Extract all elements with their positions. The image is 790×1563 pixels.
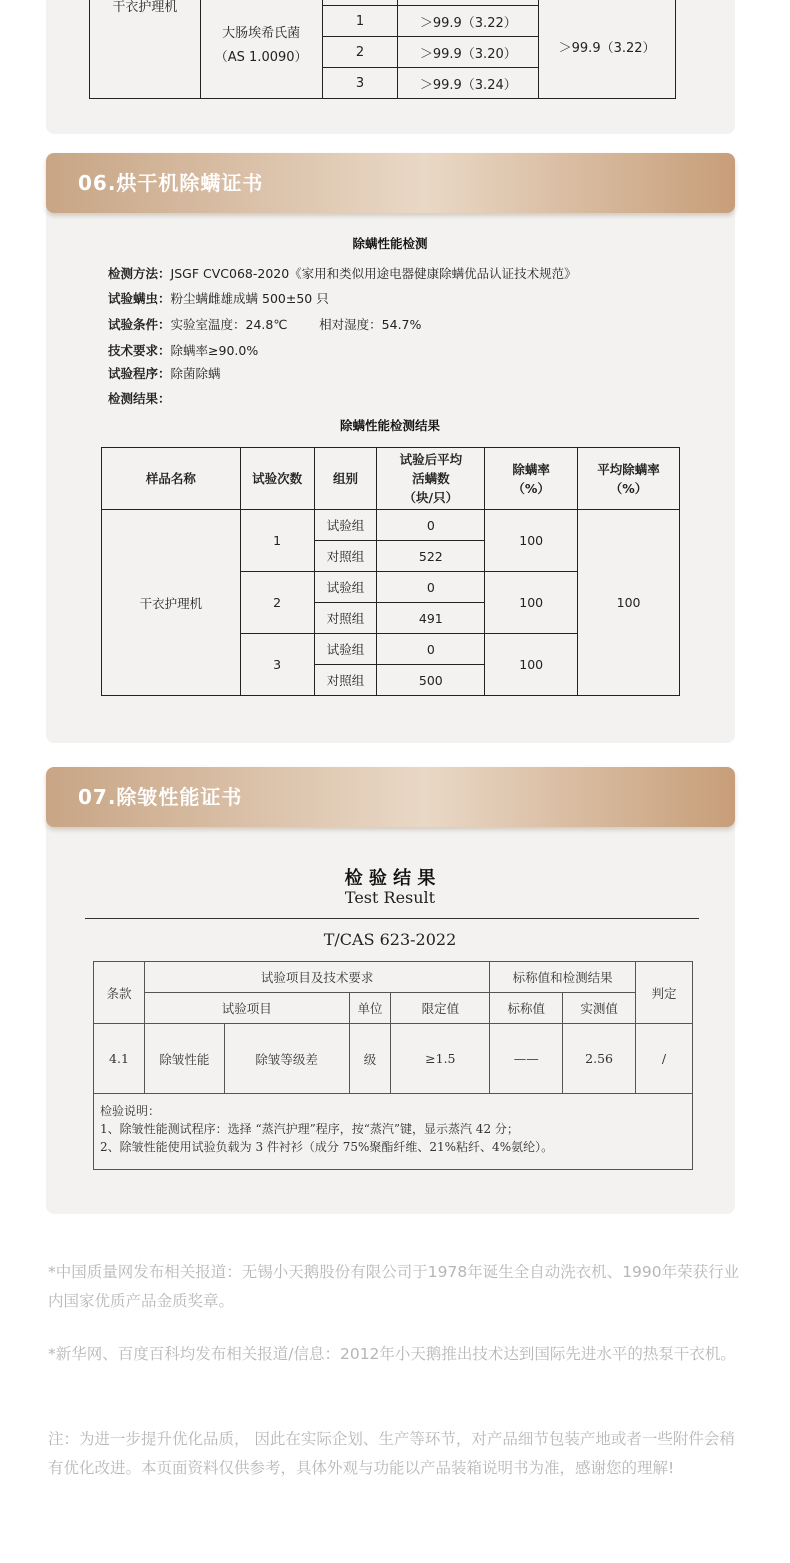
trial-number: 1	[322, 6, 398, 37]
title-divider	[85, 918, 699, 919]
live-count: 522	[377, 541, 485, 572]
live-count: 500	[377, 665, 485, 696]
standard-code: T/CAS 623-2022	[323, 930, 457, 949]
trial-number: 2	[322, 37, 398, 68]
doc-line-mites: 试验螨虫：粉尘螨雌雄成螨 500±50 只	[108, 291, 329, 306]
header-clause: 条款	[94, 962, 145, 1024]
section6-title: 06.烘干机除螨证书	[78, 171, 264, 195]
trial-rate: ＞99.9（3.24）	[398, 68, 539, 99]
doc-line-method: 检测方法：JSGF CVC068-2020《家用和类似用途电器健康除螨优品认证技术规范》	[108, 266, 577, 281]
footnote-quality-net: *中国质量网发布相关报道：无锡小天鹅股份有限公司于1978年诞生全自动洗衣机、1990年荣获行业内国家优质产品金质奖章。	[48, 1263, 740, 1310]
header-removal-rate: 除螨率 （%）	[485, 448, 578, 510]
trial-rate: ＞99.9（3.20）	[398, 37, 539, 68]
header-limit: 限定值	[391, 993, 490, 1024]
doc-line-conditions: 试验条件：实验室温度：24.8℃ 相对湿度：54.7%	[108, 317, 422, 332]
trial-rate: ＞99.9（3.22）	[398, 6, 539, 37]
test-notes: 检验说明： 1、除皱性能测试程序：选择 “蒸汽护理”程序，按“蒸汽”键，显示蒸汽 42 分； 2、除皱性能使用试验负载为 3 件衬衫（成分 75%聚酯纤维、21%粘纤、4%氨纶）。	[94, 1094, 693, 1170]
measured-value: 2.56	[563, 1024, 636, 1094]
nominal-value: ——	[490, 1024, 563, 1094]
doc-line-program: 试验程序：除菌除螨	[108, 366, 221, 381]
header-live-mites: 试验后平均 活螨数 （块/只）	[377, 448, 485, 510]
test-result-subtitle: Test Result	[344, 888, 436, 907]
item-main: 除皱性能	[144, 1024, 224, 1094]
header-nominal-results: 标称值和检测结果	[490, 962, 636, 993]
group-label: 对照组	[314, 541, 377, 572]
live-count: 0	[377, 634, 485, 665]
section6-banner	[46, 153, 735, 213]
live-count: 0	[377, 510, 485, 541]
section5-result-table	[89, 0, 676, 99]
section7-title: 07.除皱性能证书	[78, 785, 243, 809]
header-avg-rate: 平均除螨率 （%）	[578, 448, 680, 510]
limit-value: ≥1.5	[391, 1024, 490, 1094]
clause-value: 4.1	[94, 1024, 145, 1094]
group-label: 对照组	[314, 665, 377, 696]
sample-name: 干衣护理机	[102, 510, 241, 696]
wrinkle-result-table	[93, 961, 693, 1170]
group-label: 试验组	[314, 572, 377, 603]
bacteria-cell: 大肠埃希氏菌 （AS 1.0090）	[200, 0, 322, 99]
item-sub: 除皱等级差	[224, 1024, 349, 1094]
header-sample: 样品名称	[102, 448, 241, 510]
mite-doc-title: 除螨性能检测	[352, 236, 428, 251]
section7-banner	[46, 767, 735, 827]
header-nominal: 标称值	[490, 993, 563, 1024]
live-count: 491	[377, 603, 485, 634]
avg-rate-cell: ＞99.9（3.22）	[539, 0, 676, 99]
mite-table-title: 除螨性能检测结果	[339, 418, 440, 433]
group-label: 对照组	[314, 603, 377, 634]
live-count: 0	[377, 572, 485, 603]
sample-name-cell: 干衣护理机	[90, 0, 201, 99]
removal-rate: 100	[485, 510, 578, 572]
header-items-requirements: 试验项目及技术要求	[144, 962, 489, 993]
header-item: 试验项目	[144, 993, 349, 1024]
unit-value: 级	[349, 1024, 391, 1094]
removal-rate: 100	[485, 634, 578, 696]
group-label: 试验组	[314, 634, 377, 665]
group-label: 试验组	[314, 510, 377, 541]
header-judgement: 判定	[636, 962, 693, 1024]
trial-number: 3	[240, 634, 314, 696]
footnote-disclaimer: 注：为进一步提升优化品质， 因此在实际企划、生产等环节，对产品细节包装产地或者一些附件会稍有优化改进。本页面资料仅供参考，具体外观与功能以产品装箱说明书为准，感谢您的理解!	[48, 1430, 735, 1477]
header-unit: 单位	[349, 993, 391, 1024]
trial-number: 3	[322, 68, 398, 99]
test-result-title: 检 验 结 果	[344, 868, 436, 889]
header-group: 组别	[314, 448, 377, 510]
trial-number: 2	[240, 572, 314, 634]
footnote-xinhua: *新华网、百度百科均发布相关报道/信息：2012年小天鹅推出技术达到国际先进水平的热泵干衣机。	[48, 1345, 736, 1363]
header-trial: 试验次数	[240, 448, 314, 510]
mite-result-table	[101, 447, 680, 696]
doc-line-requirement: 技术要求：除螨率≥90.0%	[108, 343, 259, 358]
doc-line-results: 检测结果：	[108, 391, 171, 406]
trial-number: 1	[240, 510, 314, 572]
avg-removal-rate: 100	[578, 510, 680, 696]
judgement-value: /	[636, 1024, 693, 1094]
removal-rate: 100	[485, 572, 578, 634]
header-measured: 实测值	[563, 993, 636, 1024]
